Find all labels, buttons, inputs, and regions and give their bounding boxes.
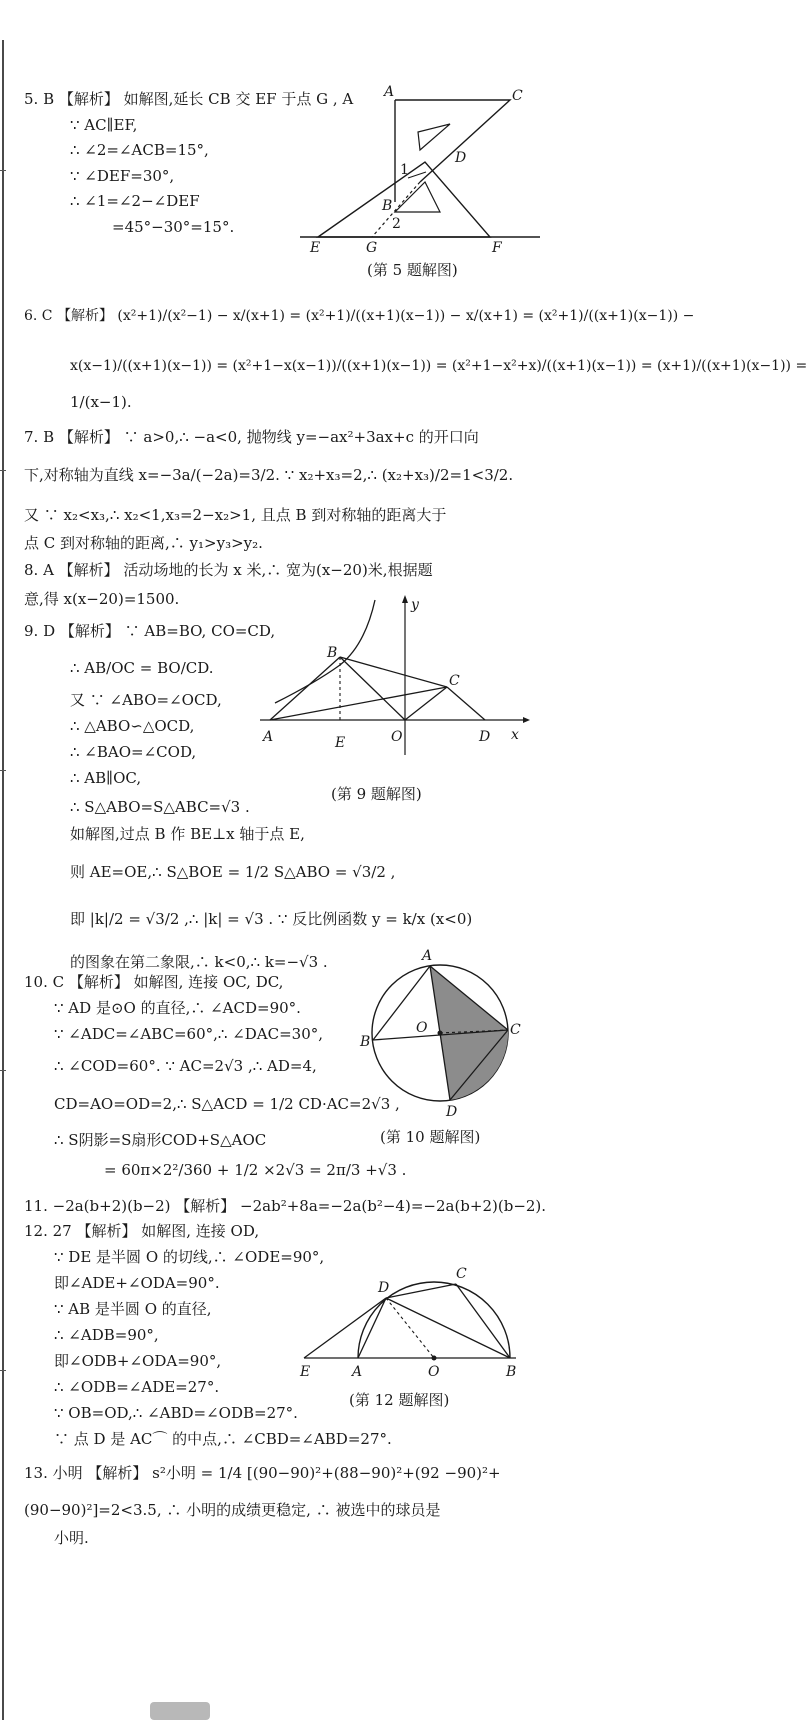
p13-line: 13. 小明 【解析】 s²小明 = 1/4 [(90−90)²+(88−90)²+(92 −90)²+ — [24, 1464, 501, 1482]
p12-line: 即∠ODB+∠ODA=90°, — [54, 1352, 222, 1370]
svg-text:B: B — [360, 1034, 371, 1050]
p10-figure — [360, 948, 525, 1123]
svg-text:B: B — [506, 1364, 517, 1380]
p9-line: ∴ S△ABO=S△ABC=√3 . — [70, 798, 250, 816]
svg-text:y: y — [411, 597, 419, 613]
p9-line: ∴ ∠BAO=∠COD, — [70, 743, 197, 761]
svg-text:O: O — [428, 1364, 440, 1380]
p9-line: ∴ AB∥OC, — [70, 769, 142, 787]
p6-line: 6. C 【解析】 (x²+1)/(x²−1) − x/(x+1) = (x²+1)/((x+1)(x−1)) − x/(x+1) = (x²+1)/((x+1)(x−1)) − — [24, 308, 695, 324]
svg-text:D: D — [378, 1280, 390, 1296]
svg-text:A: A — [352, 1364, 363, 1380]
p13-line: 小明. — [54, 1529, 89, 1547]
p7-line: 7. B 【解析】 ∵ a>0,∴ −a<0, 抛物线 y=−ax²+3ax+c 的开口向 — [24, 428, 479, 446]
p13-line: (90−90)²]=2<3.5, ∴ 小明的成绩更稳定, ∴ 被选中的球员是 — [24, 1501, 441, 1519]
p10-line: 10. C 【解析】 如解图, 连接 OC, DC, — [24, 973, 284, 991]
p10-line: = 60π×2²/360 + 1/2 ×2√3 = 2π/3 +√3 . — [104, 1161, 407, 1179]
p9-line: ∴ AB/OC = BO/CD. — [70, 659, 214, 677]
svg-text:E: E — [335, 735, 346, 751]
p5-line: ∴ ∠1=∠2−∠DEF — [70, 192, 200, 210]
page-binding-edge — [2, 40, 4, 1720]
p12-line: ∴ ∠ODB=∠ADE=27°. — [54, 1378, 220, 1396]
p8-line: 8. A 【解析】 活动场地的长为 x 米,∴ 宽为(x−20)米,根据题 — [24, 561, 433, 579]
p10-line: CD=AO=OD=2,∴ S△ACD = 1/2 CD·AC=2√3 , — [54, 1095, 400, 1113]
svg-text:C: C — [512, 88, 523, 104]
svg-text:O: O — [391, 729, 403, 745]
binding-tick — [0, 470, 6, 471]
svg-text:C: C — [449, 673, 460, 689]
p9-line: 的图象在第二象限,∴ k<0,∴ k=−√3 . — [70, 953, 328, 971]
p9-line: 如解图,过点 B 作 BE⊥x 轴于点 E, — [70, 825, 305, 843]
p10-line: ∵ ∠ADC=∠ABC=60°,∴ ∠DAC=30°, — [54, 1025, 324, 1043]
p11-line: 11. −2a(b+2)(b−2) 【解析】 −2ab²+8a=−2a(b²−4)=−2a(b+2)(b−2). — [24, 1197, 547, 1215]
p12-line: ∵ AB 是半圆 O 的直径, — [54, 1300, 212, 1318]
binding-tick — [0, 1070, 6, 1071]
svg-text:x: x — [511, 727, 519, 743]
svg-text:C: C — [456, 1266, 467, 1282]
p10-line: ∵ AD 是⊙O 的直径,∴ ∠ACD=90°. — [54, 999, 301, 1017]
binding-tick — [0, 770, 6, 771]
p10-caption: (第 10 题解图) — [380, 1128, 481, 1146]
svg-text:F: F — [492, 240, 502, 256]
p12-line: 12. 27 【解析】 如解图, 连接 OD, — [24, 1222, 260, 1240]
svg-text:D: D — [455, 150, 467, 166]
binding-tick — [0, 170, 6, 171]
svg-text:1: 1 — [400, 162, 409, 178]
p9-line: 又 ∵ ∠ABO=∠OCD, — [70, 691, 222, 709]
p7-line: 又 ∵ x₂<x₃,∴ x₂<1,x₃=2−x₂>1, 且点 B 到对称轴的距离大于 — [24, 506, 447, 524]
p7-line: 点 C 到对称轴的距离,∴ y₁>y₃>y₂. — [24, 534, 263, 552]
p12-line: ∵ DE 是半圆 O 的切线,∴ ∠ODE=90°, — [54, 1248, 325, 1266]
p6-line: x(x−1)/((x+1)(x−1)) = (x²+1−x(x−1))/((x+1)(x−1)) = (x²+1−x²+x)/((x+1)(x−1)) = (x+1)/((x+1)(x−1)) = — [70, 358, 807, 374]
svg-text:G: G — [366, 240, 378, 256]
p8-line: 意,得 x(x−20)=1500. — [24, 590, 180, 608]
svg-text:C: C — [510, 1022, 521, 1038]
p5-caption: (第 5 题解图) — [367, 261, 458, 279]
p9-line: 9. D 【解析】 ∵ AB=BO, CO=CD, — [24, 622, 276, 640]
p12-line: ∵ 点 D 是 AC⌒ 的中点,∴ ∠CBD=∠ABD=27°. — [54, 1430, 392, 1448]
page-footer-mark — [150, 1702, 210, 1720]
svg-text:A: A — [263, 729, 274, 745]
binding-tick — [0, 1370, 6, 1371]
p9-line: ∴ △ABO∽△OCD, — [70, 717, 195, 735]
p7-line: 下,对称轴为直线 x=−3a/(−2a)=3/2. ∵ x₂+x₃=2,∴ (x₂+x₃)/2=1<3/2. — [24, 466, 514, 484]
svg-text:2: 2 — [392, 216, 401, 232]
svg-text:B: B — [327, 645, 338, 661]
p12-line: ∵ OB=OD,∴ ∠ABD=∠ODB=27°. — [54, 1404, 298, 1422]
svg-text:D: D — [446, 1104, 458, 1120]
p5-line: ∵ AC∥EF, — [70, 116, 138, 134]
p5-line: ∵ ∠DEF=30°, — [70, 167, 175, 185]
p5-line: ∴ ∠2=∠ACB=15°, — [70, 141, 209, 159]
p9-figure — [255, 595, 530, 760]
p5-line: =45°−30°=15°. — [112, 218, 235, 236]
p12-caption: (第 12 题解图) — [349, 1391, 450, 1409]
p9-caption: (第 9 题解图) — [331, 785, 422, 803]
p12-line: 即∠ADE+∠ODA=90°. — [54, 1274, 220, 1292]
p10-line: ∴ S阴影=S扇形COD+S△AOC — [54, 1131, 267, 1149]
p9-line: 即 |k|/2 = √3/2 ,∴ |k| = √3 . ∵ 反比例函数 y = k/x (x<0) — [70, 910, 473, 928]
svg-text:E: E — [310, 240, 321, 256]
svg-text:E: E — [300, 1364, 311, 1380]
svg-text:A: A — [384, 84, 395, 100]
svg-text:A: A — [422, 948, 433, 964]
p12-line: ∴ ∠ADB=90°, — [54, 1326, 159, 1344]
p10-line: ∴ ∠COD=60°. ∵ AC=2√3 ,∴ AD=4, — [54, 1057, 317, 1075]
svg-text:D: D — [479, 729, 491, 745]
p6-line: 1/(x−1). — [70, 393, 132, 411]
svg-text:O: O — [416, 1020, 428, 1036]
svg-text:B: B — [382, 198, 393, 214]
p5-head: 5. B 【解析】 如解图,延长 CB 交 EF 于点 G , A — [24, 90, 354, 108]
p9-line: 则 AE=OE,∴ S△BOE = 1/2 S△ABO = √3/2 , — [70, 863, 396, 881]
p5-figure — [300, 82, 540, 257]
p12-figure — [296, 1262, 526, 1390]
